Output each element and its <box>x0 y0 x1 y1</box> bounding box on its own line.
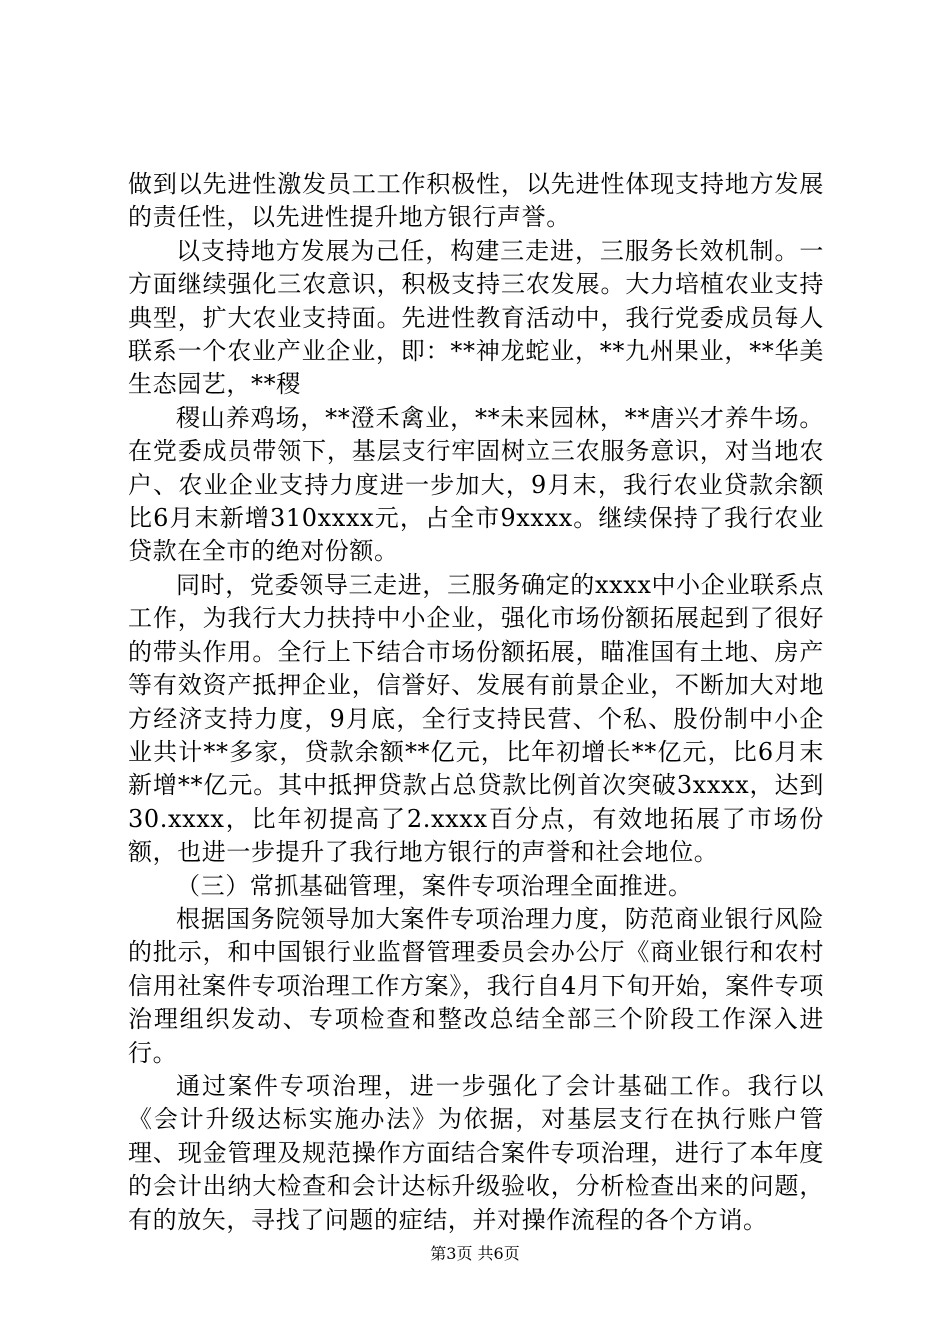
page-footer <box>0 1243 950 1265</box>
paragraph-2: 以支持地方发展为己任，构建三走进，三服务长效机制。一方面继续强化三农意识，积极支持三农发展。大力培植农业支持典型，扩大农业支持面。先进性教育活动中，我行党委成员每人联系一个农业产业企业，即：**神龙蛇业，**九州果业，**华美生态园艺，**稷 <box>128 236 824 399</box>
paragraph-5: 根据国务院领导加大案件专项治理力度，防范商业银行风险的批示，和中国银行业监督管理委员会办公厅《商业银行和农村信用社案件专项治理工作方案》，我行自4月下旬开始，案件专项治理组织发动、专项检查和整改总结全部三个阶段工作深入进行。 <box>128 904 824 1067</box>
document-body <box>128 168 824 1237</box>
paragraph-3: 稷山养鸡场，**澄禾禽业，**未来园林，**唐兴才养牛场。在党委成员带领下，基层支行牢固树立三农服务意识，对当地农户、农业企业支持力度进一步加大，9月末，我行农业贷款余额比6月末新增310xxxx元，占全市9xxxx。继续保持了我行农业贷款在全市的绝对份额。 <box>128 403 824 566</box>
page-number-label: 第3页 共6页 <box>430 1244 520 1263</box>
paragraph-4: 同时，党委领导三走进，三服务确定的xxxx中小企业联系点工作，为我行大力扶持中小企业，强化市场份额拓展起到了很好的带头作用。全行上下结合市场份额拓展，瞄准国有土地、房产等有效资产抵押企业，信誉好、发展有前景企业，不断加大对地方经济支持力度，9月底，全行支持民营、个私、股份制中小企业共计**多家，贷款余额**亿元，比年初增长**亿元，比6月末新增**亿元。其中抵押贷款占总贷款比例首次突破3xxxx，达到30.xxxx，比年初提高了2.xxxx百分点，有效地拓展了市场份额，也进一步提升了我行地方银行的声誉和社会地位。 <box>128 570 824 867</box>
paragraph-1: 做到以先进性激发员工工作积极性，以先进性体现支持地方发展的责任性，以先进性提升地方银行声誉。 <box>128 170 824 232</box>
section-heading: （三）常抓基础管理，案件专项治理全面推进。 <box>176 871 693 900</box>
paragraph-6: 通过案件专项治理，进一步强化了会计基础工作。我行以《会计升级达标实施办法》为依据，对基层支行在执行账户管理、现金管理及规范操作方面结合案件专项治理，进行了本年度的会计出纳大检查和会计达标升级验收，分析检查出来的问题，有的放矢，寻找了问题的症结，并对操作流程的各个方诮。 <box>128 1071 824 1234</box>
